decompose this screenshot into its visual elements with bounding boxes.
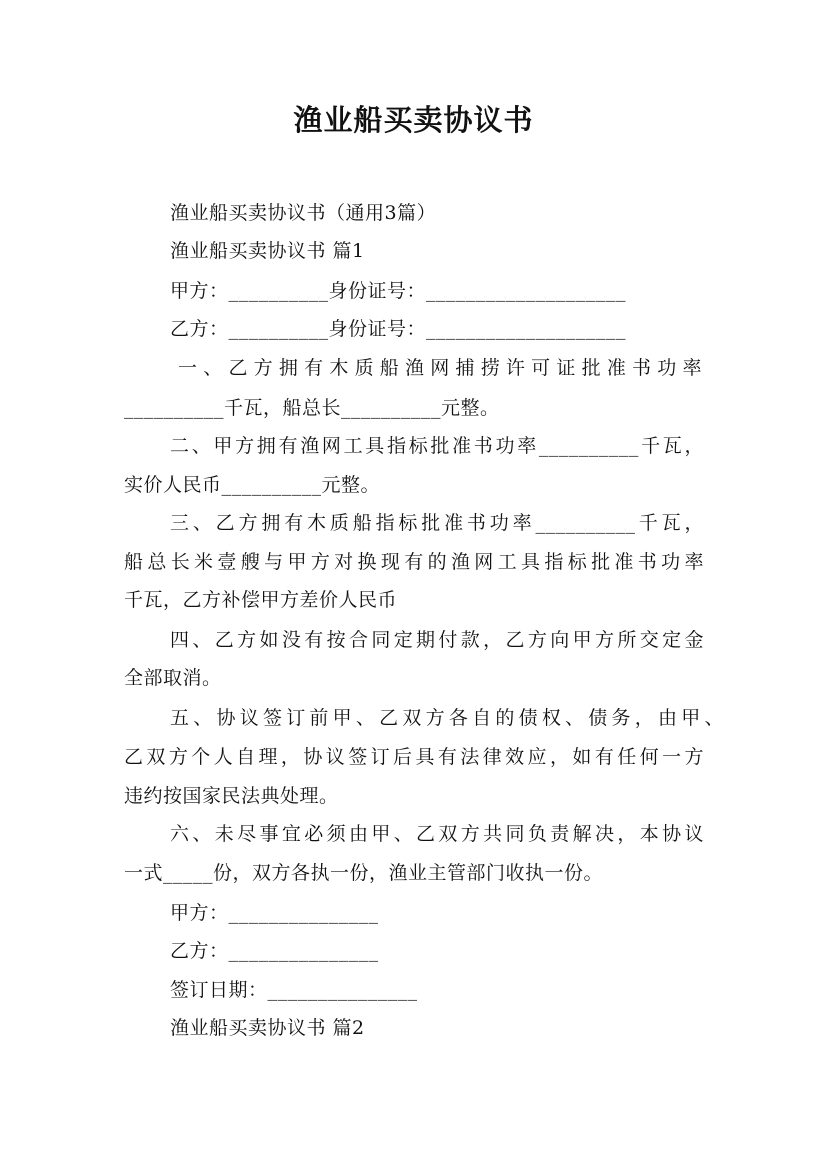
section-heading: 渔业船买卖协议书 篇1 [170,240,365,262]
clause-2-line-2: 实价人民币__________元整。 [124,474,381,496]
document-title: 渔业船买卖协议书 [293,103,534,137]
clause-4-line-1: 四、乙方如没有按合同定期付款，乙方向甲方所交定金 [170,629,704,651]
section-heading-2: 渔业船买卖协议书 篇2 [170,1017,365,1039]
clause-3-line-1: 三、乙方拥有木质船指标批准书功率__________千瓦， [170,512,704,534]
clause-3-line-3: 千瓦，乙方补偿甲方差价人民币 [124,589,398,611]
clause-5-line-1: 五、协议签订前甲、乙双方各自的债权、债务，由甲、 [170,707,724,729]
signature-party-a: 甲方：_______________ [170,902,379,924]
clause-4-line-2: 全部取消。 [124,667,222,689]
clause-6-line-1: 六、未尽事宜必须由甲、乙双方共同负责解决，本协议 [170,823,704,845]
clause-3-line-2: 船总长米壹艘与甲方对换现有的渔网工具指标批准书功率 [124,551,704,573]
clause-6-line-2: 一式_____份，双方各执一份，渔业主管部门收执一份。 [124,862,604,884]
party-b-line: 乙方：__________身份证号：____________________ [170,318,627,340]
subtitle-line: 渔业船买卖协议书（通用3篇） [170,202,437,224]
clause-1-line-1: 一、乙方拥有木质船渔网捕捞许可证批准书功率 [178,357,702,379]
party-a-line: 甲方：__________身份证号：____________________ [170,280,627,302]
signing-date: 签订日期：_______________ [170,979,418,1001]
clause-5-line-2: 乙双方个人自理，协议签订后具有法律效应，如有任何一方 [124,746,704,768]
signature-party-b: 乙方：_______________ [170,940,379,962]
clause-2-line-1: 二、甲方拥有渔网工具指标批准书功率__________千瓦， [170,435,704,457]
clause-1-line-2: __________千瓦，船总长__________元整。 [124,397,500,419]
clause-5-line-3: 违约按国家民法典处理。 [124,785,339,807]
